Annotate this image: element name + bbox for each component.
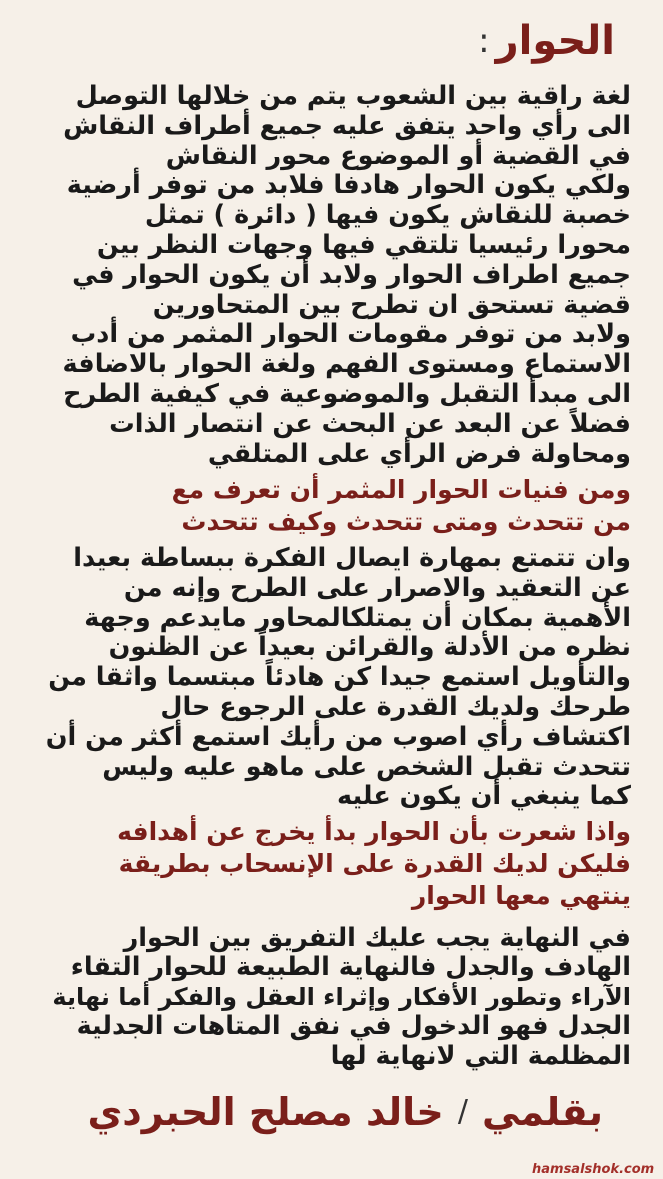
- text-line: في القضية أو الموضوع محور النقاش: [165, 140, 631, 171]
- text-line: الأهمية بمكان أن يمتلكالمحاور مايدعم وجهة: [84, 602, 631, 633]
- text-line: محورا رئيسيا تلتقي فيها وجهات النظر بين: [96, 229, 631, 260]
- signature-separator: /: [457, 1094, 468, 1129]
- text-line: ولابد من توفر مقومات الحوار المثمر من أدب: [70, 319, 631, 350]
- text-line: فضلاً عن البعد عن البحث عن انتصار الذات: [109, 408, 631, 439]
- text-line: الجدل فهو الدخول في نفق المتاهات الجدلية: [76, 1011, 631, 1042]
- text-line: خصبة للنقاش يكون فيها ( دائرة ) تمثل: [144, 200, 631, 231]
- text-line: الهادف والجدل فالنهاية الطبيعة للحوار التقاء: [70, 952, 631, 983]
- text-line: تتحدث تقبل الشخص على ماهو عليه وليس: [102, 751, 631, 782]
- text-line: عن التعقيد والاصرار على الطرح وإنه من: [123, 572, 631, 603]
- title-row: [478, 18, 615, 64]
- text-line: طرحك ولديك القدرة على الرجوع حال: [160, 691, 631, 722]
- text-line: قضية تستحق ان تطرح بين المتحاورين: [152, 289, 631, 320]
- paragraph-definition: [41, 82, 631, 469]
- text-line: ومن فنيات الحوار المثمر أن تعرف مع: [171, 475, 631, 504]
- signature-author: خالد مصلح الحبردي: [87, 1090, 444, 1134]
- text-line: الاستماع ومستوى الفهم ولغة الحوار بالاضافة: [62, 349, 631, 380]
- text-line: ومحاولة فرض الرأي على المتلقي: [207, 438, 631, 469]
- paragraph-withdrawal: [41, 816, 631, 912]
- text-line: واذا شعرت بأن الحوار بدأ يخرج عن أهدافه: [117, 817, 631, 846]
- text-line: في النهاية يجب عليك التفريق بين الحوار: [123, 923, 631, 953]
- text-line: ينتهي معها الحوار: [411, 881, 631, 910]
- site-watermark: hamsalshok.com: [532, 1162, 655, 1177]
- text-line: المظلمة التي لانهاية لها: [330, 1040, 631, 1071]
- paragraph-conclusion: [41, 924, 631, 1071]
- text-line: الى مبدأ التقبل والموضوعية في كيفية الطرح: [63, 378, 631, 409]
- text-line: الى رأي واحد يتفق عليه جميع أطراف النقاش: [63, 110, 631, 141]
- text-line: ولكي يكون الحوار هادفا فلابد من توفر أرضية: [66, 170, 631, 201]
- text-line: الآراء وتطور الأفكار وإثراء العقل والفكر أما نهاية: [52, 982, 631, 1011]
- signature-prefix: بقلمي: [481, 1090, 603, 1134]
- text-line: جميع اطراف الحوار ولابد أن يكون الحوار في: [72, 259, 631, 290]
- text-line: من تتحدث ومتى تتحدث وكيف تتحدث: [181, 507, 631, 536]
- text-line: اكتشاف رأي اصوب من رأيك استمع أكثر من أن: [45, 721, 631, 752]
- paragraph-dialogue-techniques-heading: [41, 474, 631, 538]
- text-line: كما ينبغي أن يكون عليه: [337, 781, 631, 812]
- author-signature: [87, 1088, 603, 1136]
- text-line: نظره من الأدلة والقرائن بعيداً عن الظنون: [108, 632, 631, 663]
- paragraph-dialogue-skills: [41, 544, 631, 812]
- title-colon: :: [478, 21, 490, 61]
- article-title: الحوار: [495, 18, 615, 64]
- text-line: وان تتمتع بمهارة ايصال الفكرة ببساطة بعيدا: [73, 543, 631, 573]
- text-line: لغة راقية بين الشعوب يتم من خلالها التوصل: [75, 81, 631, 111]
- text-line: فليكن لديك القدرة على الإنسحاب بطريقة: [118, 849, 631, 878]
- text-line: والتأويل استمع جيدا كن هادئاً مبتسما واثقا من: [48, 662, 631, 693]
